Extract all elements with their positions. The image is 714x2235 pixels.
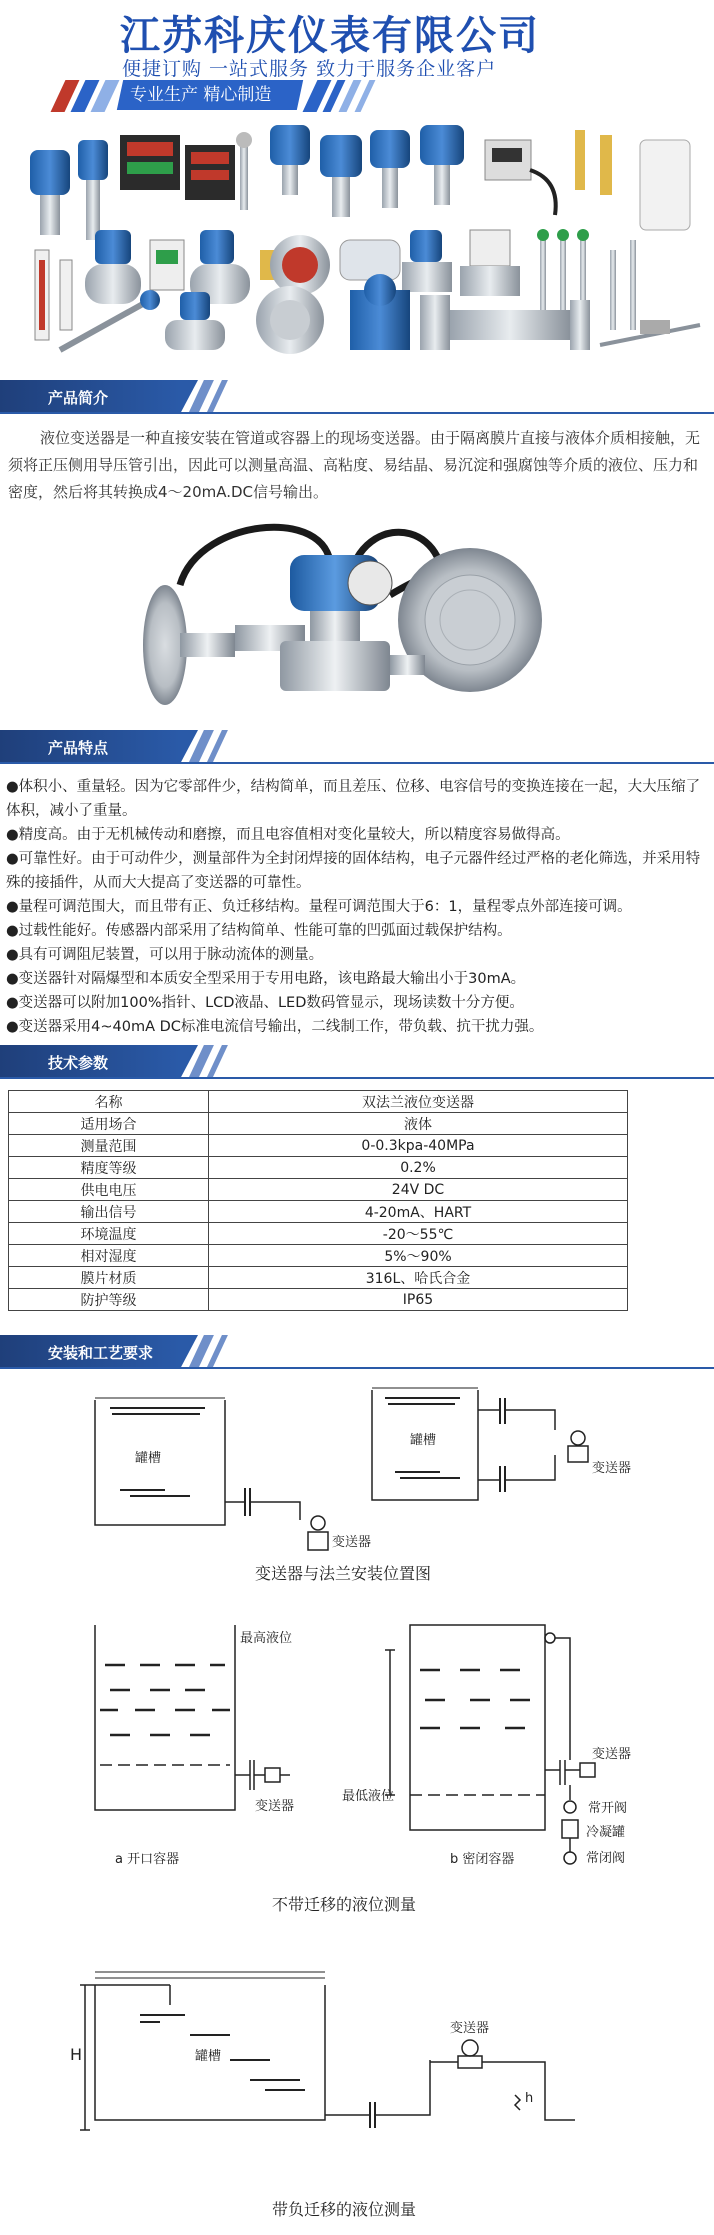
table-row bbox=[9, 1091, 628, 1113]
normally-open-valve-label: 常开阀 bbox=[588, 1801, 628, 1816]
feature-item: ●变送器针对隔爆型和本质安全型采用于专用电路，该电路最大输出小于30mA。 bbox=[6, 971, 526, 987]
product-photo bbox=[140, 505, 580, 720]
spec-key: 环境温度 bbox=[9, 1223, 209, 1245]
tagline-badge: 专业生产 精心制造 bbox=[117, 80, 303, 110]
spec-table bbox=[8, 1090, 628, 1311]
spec-key: 防护等级 bbox=[9, 1289, 209, 1311]
min-level-label: 最低液位 bbox=[342, 1789, 395, 1804]
instruments-collage bbox=[0, 120, 714, 370]
table-row bbox=[9, 1201, 628, 1223]
transmitter-label: 变送器 bbox=[332, 1535, 372, 1550]
feature-item: ●变送器采用4~40mA DC标准电流信号输出，二线制工作，带负载、抗干扰力强。 bbox=[6, 1019, 544, 1035]
tank-label: 罐槽 bbox=[410, 1433, 437, 1448]
height-H-label: H bbox=[70, 2045, 83, 2064]
table-row bbox=[9, 1289, 628, 1311]
transmitter-label: 变送器 bbox=[255, 1799, 295, 1814]
section-header-intro bbox=[0, 380, 714, 414]
spec-key: 精度等级 bbox=[9, 1157, 209, 1179]
caption-no-suppression: 不带迁移的液位测量 bbox=[272, 1895, 417, 1914]
tank-label: 罐槽 bbox=[195, 2049, 222, 2064]
section-header-features bbox=[0, 730, 714, 764]
max-level-label: 最高液位 bbox=[240, 1631, 293, 1646]
table-row bbox=[9, 1245, 628, 1267]
feature-item: ●量程可调范围大，而且带有正、负迁移结构。量程可调范围大于6：1，量程零点外部连接可调。 bbox=[6, 899, 632, 915]
spec-key: 测量范围 bbox=[9, 1135, 209, 1157]
feature-item: ●体积小、重量轻。因为它零部件少，结构简单，而且差压、位移、电容信号的变换连接在一起，大大压缩了体积，减小了重量。 bbox=[6, 779, 701, 819]
intro-paragraph: 液位变送器是一种直接安装在管道或容器上的现场变送器。由于隔离膜片直接与液体介质相接触，无须将正压侧用导压管引出，因此可以测量高温、高粘度、易结晶、易沉淀和强腐蚀等介质的液位、压力和密度，然后将其转换成4～20mA.DC信号输出。 bbox=[8, 429, 701, 501]
normally-closed-valve-label: 常闭阀 bbox=[586, 1851, 626, 1866]
diagram-flange-position bbox=[0, 1380, 714, 1580]
spec-value: 双法兰液位变送器 bbox=[209, 1091, 628, 1113]
feature-item: ●具有可调阻尼装置，可以用于脉动流体的测量。 bbox=[6, 947, 324, 963]
spec-value: 0-0.3kpa-40MPa bbox=[209, 1135, 628, 1157]
table-row bbox=[9, 1223, 628, 1245]
section-header-specs bbox=[0, 1045, 714, 1079]
table-row bbox=[9, 1267, 628, 1289]
spec-key: 供电电压 bbox=[9, 1179, 209, 1201]
transmitter-label: 变送器 bbox=[592, 1461, 632, 1476]
diagram-level-negative-suppression bbox=[0, 1960, 714, 2190]
features-list bbox=[6, 775, 710, 1039]
spec-key: 输出信号 bbox=[9, 1201, 209, 1223]
tank-label: 罐槽 bbox=[135, 1451, 162, 1466]
transmitter-label: 变送器 bbox=[592, 1747, 632, 1762]
feature-item: ●过载性能好。传感器内部采用了结构简单、性能可靠的凹弧面过载保护结构。 bbox=[6, 923, 512, 939]
spec-value: 5%～90% bbox=[209, 1245, 628, 1267]
spec-value: 24V DC bbox=[209, 1179, 628, 1201]
height-h-label: h bbox=[525, 2091, 534, 2106]
company-slogan: 便捷订购 一站式服务 致力于服务企业客户 bbox=[122, 58, 497, 80]
feature-item: ●变送器可以附加100%指针、LCD液晶、LED数码管显示，现场读数十分方便。 bbox=[6, 995, 524, 1011]
closed-vessel-label: b 密闭容器 bbox=[450, 1852, 515, 1867]
section-title: 产品特点 bbox=[48, 739, 109, 757]
feature-item: ●可靠性好。由于可动件少，测量部件为全封闭焊接的固体结构，电子元器件经过严格的老化筛选，并采用特殊的接插件，从而大大提高了变送器的可靠性。 bbox=[6, 851, 701, 891]
section-header-install bbox=[0, 1335, 714, 1369]
caption-negative-suppression: 带负迁移的液位测量 bbox=[272, 2200, 417, 2219]
spec-key: 膜片材质 bbox=[9, 1267, 209, 1289]
spec-value: -20～55℃ bbox=[209, 1223, 628, 1245]
spec-value: 液体 bbox=[209, 1113, 628, 1135]
header-banner bbox=[0, 0, 714, 370]
section-title: 技术参数 bbox=[48, 1054, 109, 1072]
spec-key: 适用场合 bbox=[9, 1113, 209, 1135]
spec-value: 4-20mA、HART bbox=[209, 1201, 628, 1223]
feature-item: ●精度高。由于无机械传动和磨擦，而且电容值相对变化量较大，所以精度容易做得高。 bbox=[6, 827, 570, 843]
spec-value: 0.2% bbox=[209, 1157, 628, 1179]
section-title: 产品简介 bbox=[48, 389, 109, 407]
spec-value: IP65 bbox=[209, 1289, 628, 1311]
company-name: 江苏科庆仪表有限公司 bbox=[120, 13, 540, 59]
spec-key: 相对湿度 bbox=[9, 1245, 209, 1267]
condenser-label: 冷凝罐 bbox=[586, 1825, 626, 1840]
table-row bbox=[9, 1135, 628, 1157]
diagram-level-no-suppression bbox=[0, 1610, 714, 1880]
section-title: 安装和工艺要求 bbox=[48, 1344, 154, 1362]
transmitter-label: 变送器 bbox=[450, 2021, 490, 2036]
table-row bbox=[9, 1179, 628, 1201]
table-row bbox=[9, 1157, 628, 1179]
table-row bbox=[9, 1113, 628, 1135]
spec-value: 316L、哈氏合金 bbox=[209, 1267, 628, 1289]
spec-key: 名称 bbox=[9, 1091, 209, 1113]
caption-flange-position: 变送器与法兰安装位置图 bbox=[255, 1564, 432, 1583]
open-vessel-label: a 开口容器 bbox=[115, 1852, 180, 1867]
